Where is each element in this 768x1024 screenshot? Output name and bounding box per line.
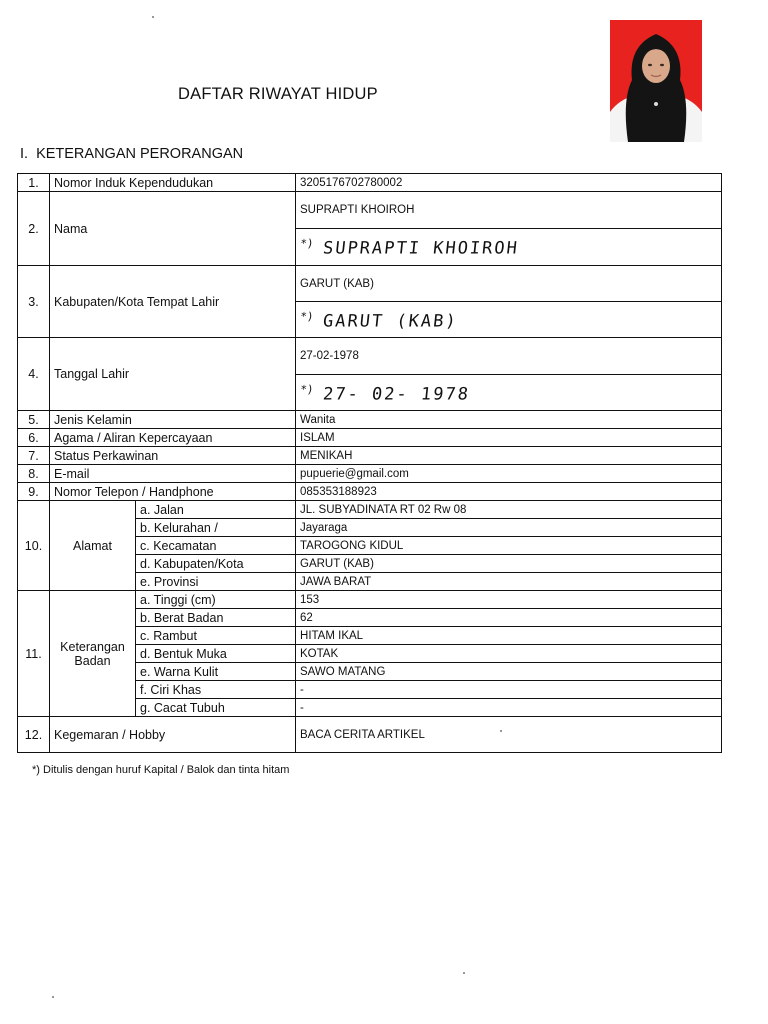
row-value: SUPRAPTI KHOIROH: [296, 192, 722, 229]
row-value: 085353188923: [296, 483, 722, 501]
row-label: Nama: [50, 192, 296, 266]
section-heading: [20, 146, 243, 162]
sub-value: Jayaraga: [296, 519, 722, 537]
table-row: [18, 447, 722, 465]
handwritten-text: 27- 02- 1978: [321, 384, 471, 405]
scan-speck: [52, 996, 54, 998]
row-number: 12.: [18, 717, 50, 753]
sub-value: GARUT (KAB): [296, 555, 722, 573]
document-title: DAFTAR RIWAYAT HIDUP: [178, 85, 378, 103]
row-label-line: Badan: [74, 653, 111, 668]
table-row: [18, 717, 722, 753]
row-value: 3205176702780002: [296, 174, 722, 192]
personal-data-table: [17, 173, 722, 753]
handwritten-mark: *): [299, 237, 315, 251]
row-number: 2.: [18, 192, 50, 266]
table-row: [18, 266, 722, 302]
scan-speck: [463, 972, 465, 974]
sub-label: e. Warna Kulit: [136, 663, 296, 681]
table-row: [18, 411, 722, 429]
row-value: MENIKAH: [296, 447, 722, 465]
sub-value: TAROGONG KIDUL: [296, 537, 722, 555]
row-number: 10.: [18, 501, 50, 591]
sub-label: a. Tinggi (cm): [136, 591, 296, 609]
table-row: [18, 192, 722, 229]
handwritten-text: SUPRAPTI KHOIROH: [321, 238, 520, 259]
row-label: Status Perkawinan: [50, 447, 296, 465]
sub-label: a. Jalan: [136, 501, 296, 519]
handwritten-mark: *): [299, 309, 315, 323]
table-row: [18, 501, 722, 519]
row-number: 7.: [18, 447, 50, 465]
table-row: [18, 483, 722, 501]
table-row: [18, 338, 722, 375]
sub-label: f. Ciri Khas: [136, 681, 296, 699]
passport-photo: [610, 20, 702, 142]
row-number: 1.: [18, 174, 50, 192]
sub-value: 153: [296, 591, 722, 609]
sub-label: b. Berat Badan: [136, 609, 296, 627]
sub-label: g. Cacat Tubuh: [136, 699, 296, 717]
footnote: *) Ditulis dengan huruf Kapital / Balok dan tinta hitam: [32, 764, 290, 776]
row-label: Tanggal Lahir: [50, 338, 296, 411]
row-value: GARUT (KAB): [296, 266, 722, 302]
table-row: [18, 429, 722, 447]
row-number: 5.: [18, 411, 50, 429]
sub-value: JAWA BARAT: [296, 573, 722, 591]
table-row: [18, 591, 722, 609]
row-label-line: Keterangan: [60, 639, 125, 654]
row-value: ISLAM: [296, 429, 722, 447]
table-row: [18, 465, 722, 483]
person-photo-icon: [610, 20, 702, 142]
row-value: 27-02-1978: [296, 338, 722, 375]
row-label: Kegemaran / Hobby: [50, 717, 296, 753]
section-number: I.: [20, 146, 29, 162]
sub-value: KOTAK: [296, 645, 722, 663]
scan-speck: [500, 730, 502, 732]
sub-value: SAWO MATANG: [296, 663, 722, 681]
sub-label: b. Kelurahan /: [136, 519, 296, 537]
handwritten-text: GARUT (KAB): [321, 311, 459, 332]
row-value: BACA CERITA ARTIKEL: [296, 717, 722, 753]
row-label: Agama / Aliran Kepercayaan: [50, 429, 296, 447]
row-number: 3.: [18, 266, 50, 338]
table-row: [18, 174, 722, 192]
handwritten-mark: *): [299, 382, 315, 396]
sub-value: HITAM IKAL: [296, 627, 722, 645]
sub-label: d. Kabupaten/Kota: [136, 555, 296, 573]
row-label: Kabupaten/Kota Tempat Lahir: [50, 266, 296, 338]
scan-speck: [152, 16, 154, 18]
row-number: 9.: [18, 483, 50, 501]
sub-label: d. Bentuk Muka: [136, 645, 296, 663]
row-number: 4.: [18, 338, 50, 411]
row-label: Nomor Telepon / Handphone: [50, 483, 296, 501]
row-value: pupuerie@gmail.com: [296, 465, 722, 483]
sub-label: e. Provinsi: [136, 573, 296, 591]
row-label: E-mail: [50, 465, 296, 483]
sub-value: JL. SUBYADINATA RT 02 Rw 08: [296, 501, 722, 519]
row-label: Jenis Kelamin: [50, 411, 296, 429]
row-number: 6.: [18, 429, 50, 447]
sub-value: 62: [296, 609, 722, 627]
sub-label: c. Rambut: [136, 627, 296, 645]
row-number: 11.: [18, 591, 50, 717]
sub-label: c. Kecamatan: [136, 537, 296, 555]
sub-value: -: [296, 699, 722, 717]
row-label: Nomor Induk Kependudukan: [50, 174, 296, 192]
row-label: [50, 591, 136, 717]
row-number: 8.: [18, 465, 50, 483]
section-title: KETERANGAN PERORANGAN: [36, 146, 244, 162]
row-value: Wanita: [296, 411, 722, 429]
handwritten-value: [296, 375, 722, 411]
handwritten-value: [296, 302, 722, 338]
row-label: Alamat: [50, 501, 136, 591]
sub-value: -: [296, 681, 722, 699]
handwritten-value: [296, 229, 722, 266]
